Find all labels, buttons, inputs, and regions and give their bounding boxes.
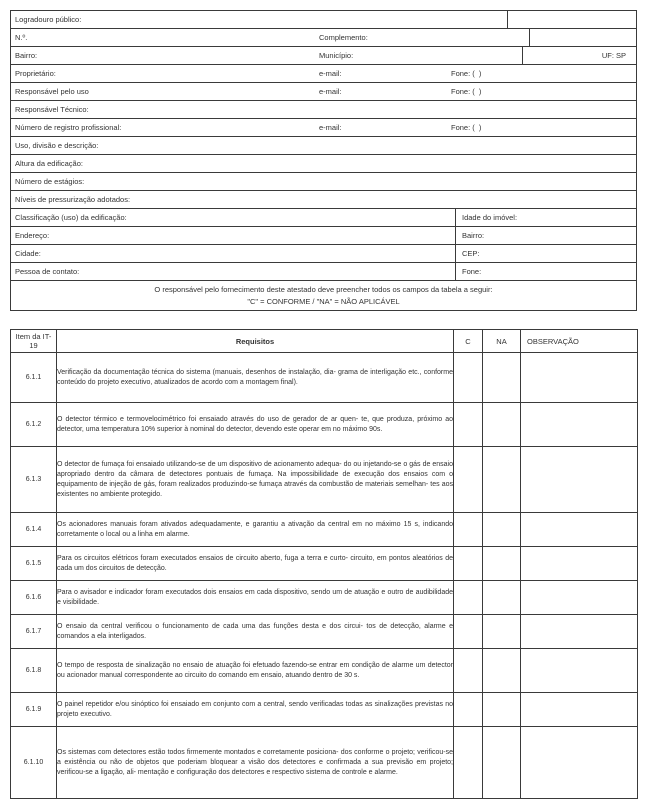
form-row-pressurizacao: [11, 190, 636, 208]
field-label-idade-imovel: Idade do imóvel:: [455, 209, 636, 226]
checklist-row: [11, 353, 638, 403]
field-label-uf: UF: SP: [601, 51, 626, 60]
na-cell: [483, 513, 521, 547]
na-cell: [483, 447, 521, 513]
item-number: 6.1.9: [11, 693, 57, 727]
obs-cell: [521, 581, 638, 615]
form-row-estagios: [11, 172, 636, 190]
checklist-row: [11, 693, 638, 727]
na-cell: [483, 693, 521, 727]
obs-cell: [521, 727, 638, 799]
instruction-line-2: "C" = CONFORME / "NA" = NÃO APLICÁVEL: [247, 297, 400, 306]
instruction-line-1: O responsável pelo fornecimento deste atestado deve preencher todos os campos da tabela a seguir:: [154, 285, 493, 294]
checklist-row: [11, 581, 638, 615]
form-row-numero: [11, 28, 636, 46]
form-row-uso-divisao: [11, 136, 636, 154]
item-number: 6.1.4: [11, 513, 57, 547]
field-label-cidade: Cidade:: [15, 249, 41, 258]
na-cell: [483, 581, 521, 615]
form-row-responsavel-tecnico: [11, 100, 636, 118]
c-cell: [454, 447, 483, 513]
identification-form: [10, 10, 637, 311]
na-cell: [483, 403, 521, 447]
field-label-cep: CEP:: [455, 245, 636, 262]
form-row-proprietario: [11, 64, 636, 82]
field-label-bairro2: Bairro:: [455, 227, 636, 244]
field-label-bairro: Bairro:: [15, 51, 38, 60]
requirement-text: O ensaio da central verificou o funcionamento de cada uma das funções desta e dos circui- tos de detecção, alarme e comandos a ela interligados.: [57, 615, 454, 649]
obs-cell: [521, 403, 638, 447]
obs-cell: [521, 693, 638, 727]
field-label-responsavel-tecnico: Responsável Técnico:: [15, 105, 89, 114]
item-number: 6.1.1: [11, 353, 57, 403]
form-row-pessoa-contato: [11, 262, 636, 280]
requirements-checklist-table: [10, 329, 638, 799]
field-label-fone: Fone: ( ): [451, 123, 482, 132]
checklist-row: [11, 649, 638, 693]
field-label-registro: Número de registro profissional:: [15, 123, 122, 132]
checklist-row: [11, 513, 638, 547]
form-row-cidade: [11, 244, 636, 262]
header-c: C: [454, 330, 483, 353]
obs-cell: [521, 615, 638, 649]
field-label-email: e-mail:: [319, 69, 342, 78]
cell-divider: [529, 29, 530, 46]
field-label-proprietario: Proprietário:: [15, 69, 56, 78]
field-label-complemento: Complemento:: [319, 33, 368, 42]
na-cell: [483, 727, 521, 799]
requirement-text: Verificação da documentação técnica do sistema (manuais, desenhos de instalação, dia- grama de interligação etc., conforme conteúdo do projeto executivo, atualizados de acordo com a montagem final).: [57, 353, 454, 403]
item-number: 6.1.8: [11, 649, 57, 693]
header-na: NA: [483, 330, 521, 353]
field-label-email: e-mail:: [319, 123, 342, 132]
field-label-altura: Altura da edificação:: [15, 159, 83, 168]
requirement-text: O painel repetidor e/ou sinóptico foi ensaiado em conjunto com a central, sendo verificadas todas as sinalizações previstas no projeto executivo.: [57, 693, 454, 727]
c-cell: [454, 353, 483, 403]
requirement-text: O detector térmico e termovelocimétrico foi ensaiado através do uso de gerador de ar quen- te, que produza, próximo ao detector, uma temperatura 10% superior à nominal do detector, devendo este operar em no máximo 90s.: [57, 403, 454, 447]
header-item-da-it19: Item da IT-19: [11, 330, 57, 353]
form-instruction-row: [11, 280, 636, 310]
field-label-endereco: Endereço:: [15, 231, 50, 240]
field-label-pressurizacao: Níveis de pressurização adotados:: [15, 195, 131, 204]
obs-cell: [521, 547, 638, 581]
obs-cell: [521, 513, 638, 547]
obs-cell: [521, 353, 638, 403]
obs-cell: [521, 447, 638, 513]
field-label-logradouro: Logradouro público:: [15, 15, 82, 24]
form-row-registro-profissional: [11, 118, 636, 136]
na-cell: [483, 353, 521, 403]
checklist-row: [11, 727, 638, 799]
checklist-header-row: [11, 330, 638, 353]
requirement-text: Os sistemas com detectores estão todos firmemente montados e corretamente posiciona- dos conforme o projeto; verificou-se a existência ou não de objetos que poderiam bloquear a visão dos detectores e confirmada a sua previsão em projeto; verificou-se a ligação, ali- mentação e configuração dos detectores e respectivo sistema de controle e alarme.: [57, 727, 454, 799]
c-cell: [454, 513, 483, 547]
cell-divider: [507, 11, 508, 28]
c-cell: [454, 547, 483, 581]
field-label-municipio: Município:: [319, 51, 354, 60]
na-cell: [483, 615, 521, 649]
form-row-responsavel-uso: [11, 82, 636, 100]
c-cell: [454, 649, 483, 693]
field-label-uso-divisao: Uso, divisão e descrição:: [15, 141, 99, 150]
item-number: 6.1.10: [11, 727, 57, 799]
form-row-logradouro: [11, 11, 636, 28]
checklist-row: [11, 547, 638, 581]
item-number: 6.1.5: [11, 547, 57, 581]
cell-divider: [522, 47, 523, 64]
field-label-pessoa-contato: Pessoa de contato:: [15, 267, 80, 276]
item-number: 6.1.6: [11, 581, 57, 615]
form-row-endereco: [11, 226, 636, 244]
c-cell: [454, 403, 483, 447]
field-label-responsavel-uso: Responsável pelo uso: [15, 87, 89, 96]
field-label-email: e-mail:: [319, 87, 342, 96]
header-requisitos: Requisitos: [57, 330, 454, 353]
na-cell: [483, 649, 521, 693]
field-label-estagios: Número de estágios:: [15, 177, 85, 186]
obs-cell: [521, 649, 638, 693]
checklist-row: [11, 403, 638, 447]
checklist-row: [11, 447, 638, 513]
field-label-fone: Fone: ( ): [451, 87, 482, 96]
header-observacao: OBSERVAÇÃO: [521, 330, 638, 353]
c-cell: [454, 727, 483, 799]
field-label-numero: N.º.: [15, 33, 28, 42]
item-number: 6.1.7: [11, 615, 57, 649]
requirement-text: Para o avisador e indicador foram executados dois ensaios em cada dispositivo, sendo um de atuação e outro de audibilidade e visibilidade.: [57, 581, 454, 615]
form-row-classificacao: [11, 208, 636, 226]
c-cell: [454, 581, 483, 615]
c-cell: [454, 615, 483, 649]
c-cell: [454, 693, 483, 727]
requirement-text: O tempo de resposta de sinalização no ensaio de atuação foi efetuado fazendo-se entrar em condição de alarme um detector ou acionador manual correspondente ao circuito do comando em ensaio, atuando dentro de 30 s.: [57, 649, 454, 693]
form-row-bairro: [11, 46, 636, 64]
field-label-classificacao: Classificação (uso) da edificação:: [15, 213, 127, 222]
requirement-text: Para os circuitos elétricos foram executados ensaios de circuito aberto, fuga a terra e curto- circuito, em pontos aleatórios de cada um dos circuitos de detecção.: [57, 547, 454, 581]
requirement-text: O detector de fumaça foi ensaiado utilizando-se de um dispositivo de acionamento adequa- do ou injetando-se o gás de ensaio apropriado dentro da câmara de detectores pontuais de fumaça. Na impossibilidade de execução dos ensaios com o equipamento de injeção de gás, foram realizados produzindo-se fumaça através da combustão de materiais semelhan- tes aos existentes no ambiente protegido.: [57, 447, 454, 513]
field-label-fone: Fone: ( ): [451, 69, 482, 78]
form-row-altura: [11, 154, 636, 172]
field-label-fone2: Fone:: [455, 263, 636, 280]
item-number: 6.1.3: [11, 447, 57, 513]
item-number: 6.1.2: [11, 403, 57, 447]
na-cell: [483, 547, 521, 581]
requirement-text: Os acionadores manuais foram ativados adequadamente, e garantiu a ativação da central em no máximo 15 s, indicando corretamente o local ou a linha em alarme.: [57, 513, 454, 547]
checklist-row: [11, 615, 638, 649]
